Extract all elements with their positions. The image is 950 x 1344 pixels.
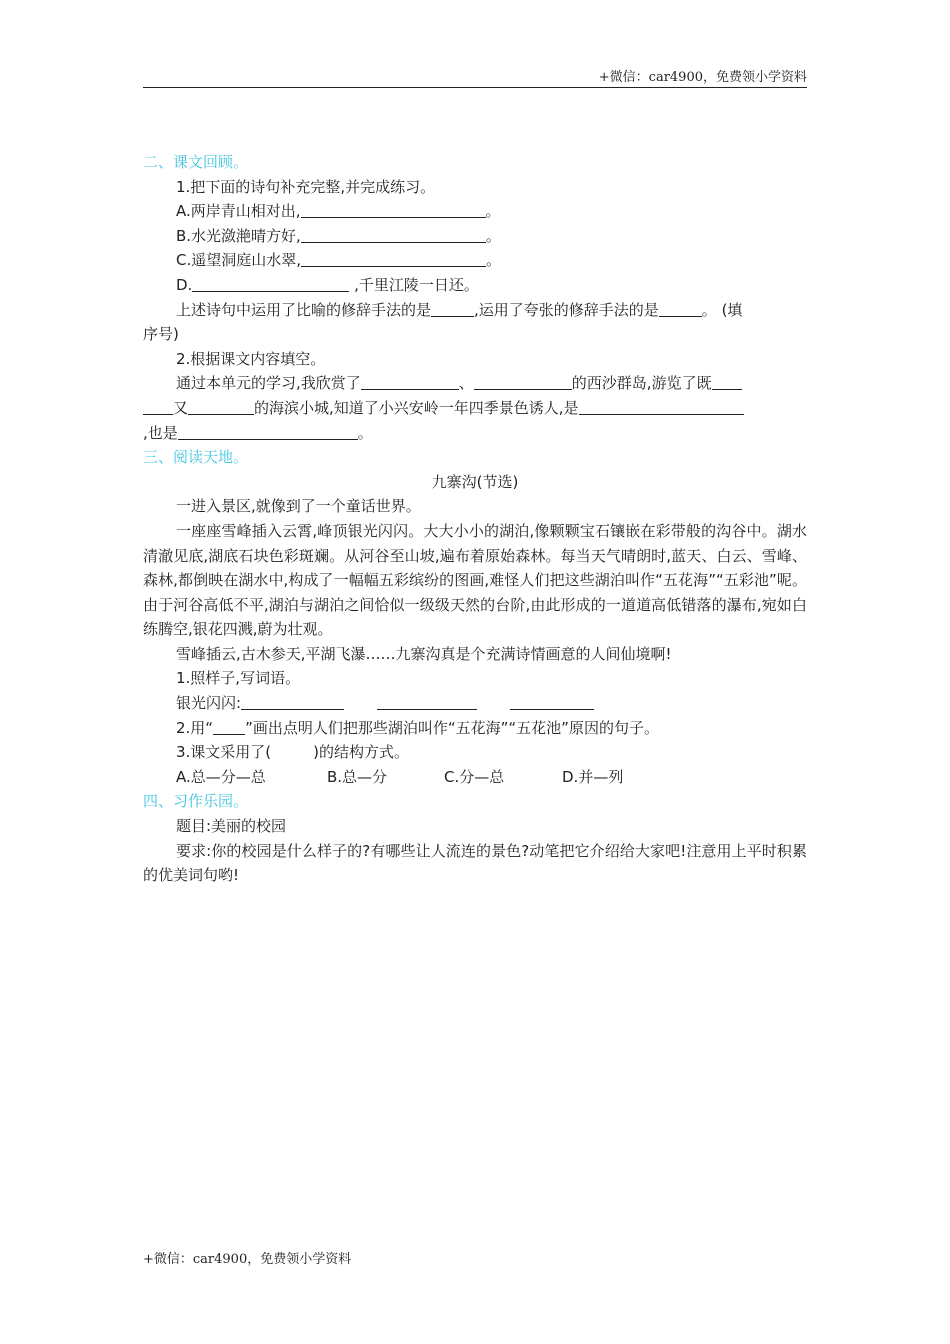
answer-blank[interactable]	[712, 373, 742, 390]
answer-blank[interactable]	[143, 398, 173, 415]
option-c[interactable]: C.分—总	[444, 767, 505, 786]
poem-line-b: B.水光潋滟晴方好,	[176, 226, 301, 245]
answer-blank[interactable]	[301, 226, 486, 243]
passage-paragraph-3: 雪峰插云,古木参天,平湖飞瀑……九寨沟真是个充满诗情画意的人间仙境啊!	[176, 644, 672, 663]
option-b[interactable]: B.总—分	[327, 767, 388, 786]
answer-blank[interactable]	[659, 300, 702, 317]
end-mark: 。	[486, 251, 502, 270]
answer-blank[interactable]	[361, 373, 459, 390]
rhetoric-text-2: ,运用了夸张的修辞手法的是	[474, 300, 659, 319]
fill-text: 通过本单元的学习,我欣赏了	[176, 374, 361, 393]
end-mark: 。	[485, 202, 501, 221]
s2-q2-prompt: 2.根据课文内容填空。	[176, 349, 326, 368]
essay-requirement: 要求:你的校园是什么样子的?有哪些让人流连的景色?动笔把它介绍给大家吧!注意用上平时积累的优美词句哟!	[143, 841, 807, 885]
s2-q1-a	[143, 199, 807, 224]
fill-text: 的西沙群岛,游览了既	[571, 374, 712, 393]
option-a[interactable]: A.总—分—总	[176, 767, 266, 786]
example-word: 银光闪闪:	[176, 694, 242, 713]
passage-title: 九寨沟(节选)	[431, 472, 519, 491]
answer-blank[interactable]	[301, 250, 486, 267]
rhetoric-text-1: 上述诗句中运用了比喻的修辞手法的是	[176, 300, 432, 319]
rhetoric-text-3: 。 (填	[701, 300, 743, 319]
essay-topic: 题目:美丽的校园	[176, 817, 287, 836]
section-4-title: 四、习作乐园。	[143, 792, 249, 811]
footer-note: +微信：car4900，免费领小学资料	[143, 1252, 352, 1267]
s2-q1-b	[143, 224, 807, 249]
header-note: +微信：car4900，免费领小学资料	[598, 70, 807, 85]
s2-q2-line1	[143, 371, 807, 396]
fill-text: 。	[357, 423, 373, 442]
fill-text: 、	[458, 374, 474, 393]
fill-text: ,也是	[143, 423, 178, 442]
answer-blank[interactable]	[431, 300, 474, 317]
answer-blank[interactable]	[301, 201, 486, 218]
q2-text: ”画出点明人们把那些湖泊叫作“五花海”“五花池”原因的句子。	[245, 718, 659, 737]
s2-q1-prompt: 1.把下面的诗句补充完整,并完成练习。	[176, 177, 436, 196]
section-3-title: 三、阅读天地。	[143, 448, 249, 467]
answer-blank[interactable]	[192, 275, 349, 292]
poem-line-a: A.两岸青山相对出,	[176, 202, 301, 221]
s3-q3	[143, 740, 807, 765]
option-d[interactable]: D.并—列	[562, 767, 624, 786]
s3-q3-options	[143, 765, 807, 790]
poem-line-d-suffix: ,千里江陵一日还。	[349, 275, 479, 294]
answer-blank[interactable]	[188, 398, 254, 415]
answer-blank[interactable]	[241, 693, 344, 710]
poem-line-c: C.遥望洞庭山水翠,	[176, 251, 302, 270]
poem-line-d-prefix: D.	[176, 275, 193, 294]
answer-blank[interactable]	[474, 373, 572, 390]
s3-q2	[143, 716, 807, 741]
q3-text: )的结构方式。	[313, 743, 410, 762]
end-mark: 。	[485, 226, 501, 245]
passage-paragraph-2: 一座座雪峰插入云霄,峰顶银光闪闪。大大小小的湖泊,像颗颗宝石镶嵌在彩带般的沟谷中。湖水清澈见底,湖底石块色彩斑斓。从河谷至山坡,遍布着原始森林。每当天气晴朗时,蓝天、白云、雪峰、森林,都倒映在湖水中,构成了一幅幅五彩缤纷的图画,难怪人们把这些湖泊叫作“五花海”“五彩池”呢。由于河谷高低不平,湖泊与湖泊之间恰似一级级天然的台阶,由此形成的一道道高低错落的瀑布,宛如白练腾空,银花四溅,蔚为壮观。	[143, 521, 807, 639]
underline-sample	[213, 718, 245, 735]
s2-q1-c	[143, 248, 807, 273]
s2-q1-rhetoric	[143, 298, 807, 323]
s2-q2-line3	[143, 421, 807, 446]
fill-text: 又	[173, 398, 189, 417]
s2-q1-rhetoric-cont: 序号)	[143, 325, 179, 344]
s3-q1-prompt: 1.照样子,写词语。	[176, 669, 301, 688]
answer-blank[interactable]	[377, 693, 477, 710]
worksheet-content	[143, 150, 807, 888]
answer-blank[interactable]	[178, 423, 358, 440]
q2-text: 2.用“	[176, 718, 214, 737]
answer-blank[interactable]	[510, 693, 594, 710]
s2-q1-d	[143, 273, 807, 298]
answer-blank[interactable]	[579, 398, 744, 415]
section-2-title: 二、课文回顾。	[143, 153, 249, 171]
header-rule	[143, 87, 807, 88]
s3-q1-example	[143, 691, 807, 716]
passage-paragraph-1: 一进入景区,就像到了一个童话世界。	[176, 497, 421, 516]
fill-text: 的海滨小城,知道了小兴安岭一年四季景色诱人,是	[254, 398, 579, 417]
q3-text: 3.课文采用了(	[176, 743, 272, 762]
s2-q2-line2	[143, 396, 807, 421]
